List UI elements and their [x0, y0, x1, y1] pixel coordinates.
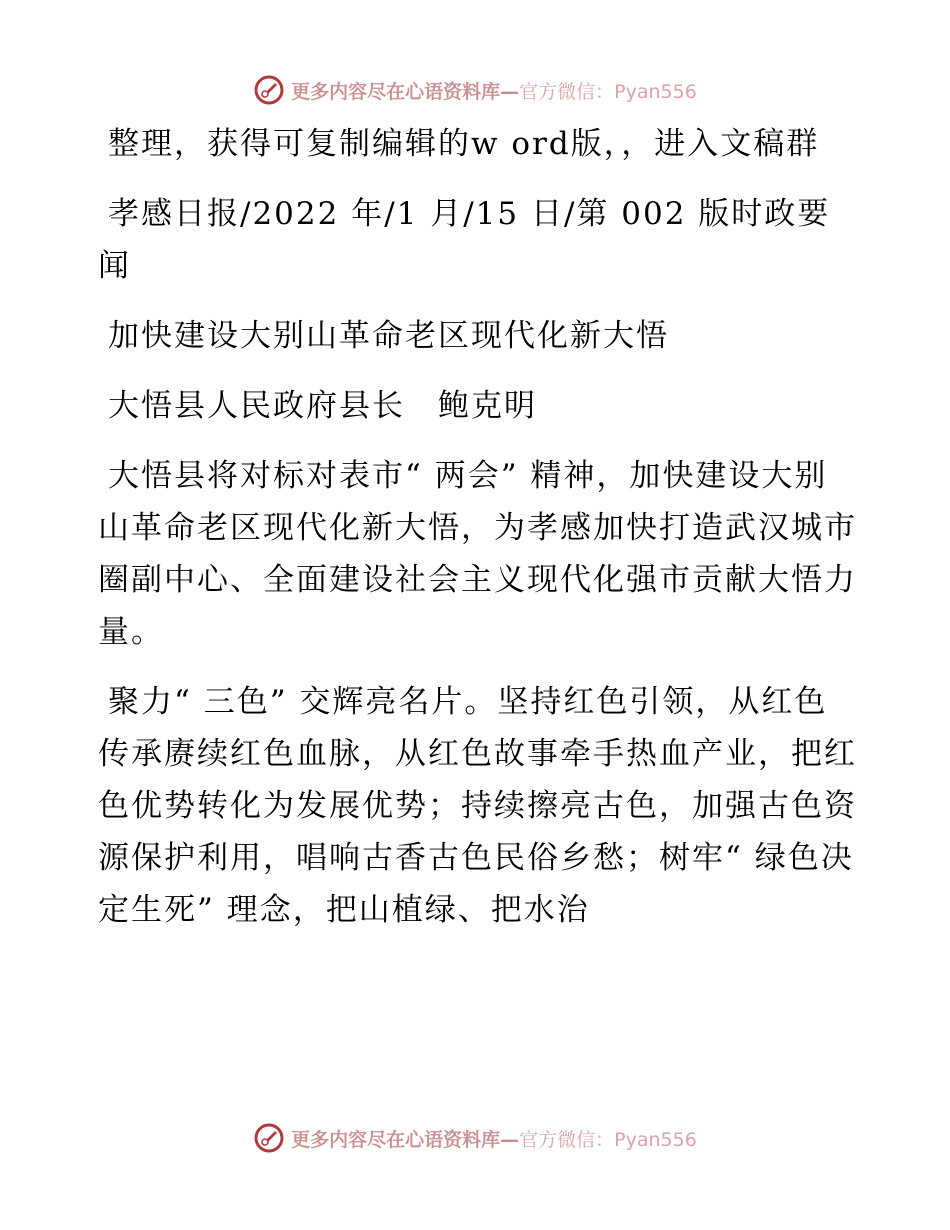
quill-seal-icon	[253, 1122, 285, 1154]
article-author: 大悟县人民政府县长 鲍克明	[108, 388, 537, 424]
header-banner-main: 更多内容尽在心语资料库—	[291, 80, 520, 103]
paragraph-intro: 整理，获得可复制编辑的w ord版，，进入文稿群	[108, 126, 820, 162]
paragraph-body-1: 大悟县将对标对表市“ 两会” 精神，加快建设大别山革命老区现代化新大悟，为孝感加快打造武汉城市圈副中心、全面建设社会主义现代化强市贡献大悟力量。	[98, 458, 857, 650]
footer-watermark	[0, 1122, 950, 1154]
footer-banner-main: 更多内容尽在心语资料库—	[291, 1128, 520, 1151]
quill-seal-icon	[253, 74, 285, 106]
header-watermark	[0, 74, 950, 106]
article-title: 加快建设大别山革命老区现代化新大悟	[108, 318, 669, 354]
paragraph-body-2: 聚力“ 三色” 交辉亮名片。坚持红色引领，从红色传承赓续红色血脉，从红色故事牵手热血产业，把红色优势转化为发展优势；持续擦亮古色，加强古色资源保护利用，唱响古香古色民俗乡愁；树牢“ 绿色决定生死” 理念，把山植绿、把水治	[98, 684, 857, 928]
document-body	[98, 118, 858, 954]
footer-banner-sub: 官方微信：Pyan556	[519, 1128, 697, 1151]
header-banner-sub: 官方微信：Pyan556	[519, 80, 697, 103]
paragraph-source: 孝感日报/2022 年/1 月/15 日/第 002 版时政要闻	[98, 196, 831, 284]
